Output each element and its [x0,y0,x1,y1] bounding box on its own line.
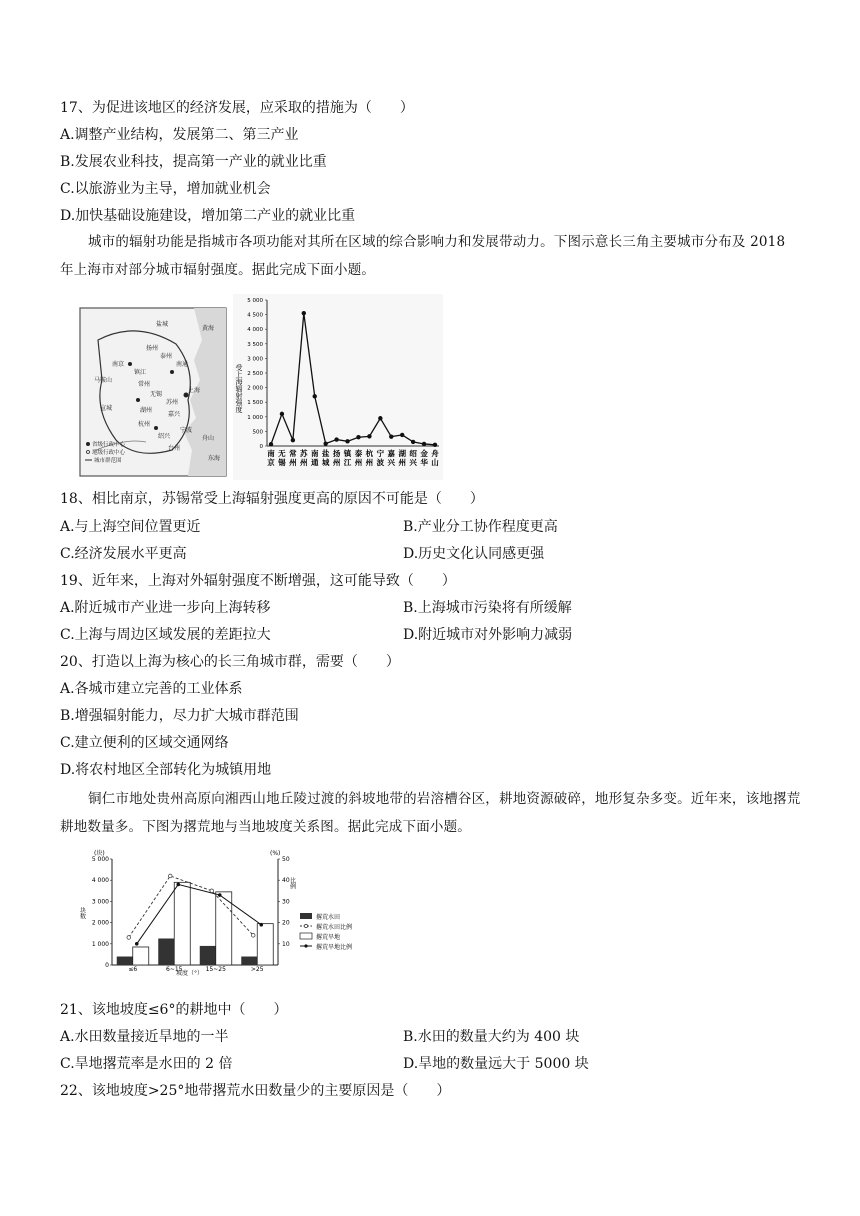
chart1-ytick-label: 4 000 [247,327,263,334]
chart1-ytick-label: 4 500 [247,312,263,319]
chart1-point [367,434,371,438]
map-label: 南通 [176,361,189,368]
chart2-ytick-left: 4 000 [91,877,109,885]
chart2-ytick-left: 1 000 [91,940,109,948]
q17-option-b: B.发展农业科技，提高第一产业的就业比重 [60,154,327,170]
q21-stem: 21、该地坡度≤6°的耕地中（ ） [60,1002,288,1018]
chart1-ytick-label: 1 000 [247,414,263,421]
chart1-point [422,442,426,446]
chart1-xtick-label: 苏 [300,449,308,458]
map-label: 上海 [188,387,201,394]
q20-option-b: B.增强辐射能力，尽力扩大城市群范围 [60,708,299,724]
map-label: 嘉兴 [168,411,181,418]
chart1-ytick-label: 3 000 [247,356,263,363]
chart1-xtick-label: 嘉 [387,449,396,458]
bar-dryland [174,882,190,965]
passage-city-radiation: 城市的辐射功能是指城市各项功能对其所在区域的综合影响力和发展带动力。下图示意长三角主要城市分布及 2018 年上海市对部分城市辐射强度。据此完成下面小题。 [60,234,786,278]
q18-option-b: B.产业分工协作程度更高 [403,519,558,535]
chart2-xtick-label: 15~25 [205,966,226,973]
dryland-ratio-point [176,883,180,887]
chart1-xtick-label: 杭 [365,449,374,458]
chart1-xtick-label: 州 [398,458,406,467]
map-label: 台州 [168,445,181,452]
chart1-point [334,437,338,441]
chart1-xtick-label: 江 [343,458,352,467]
map-label: 东海 [208,455,221,462]
bar-dryland [133,947,149,965]
chart1-point [291,438,295,442]
chart1-xtick-label: 绍 [409,449,417,458]
legend-swatch-dry [300,933,312,939]
q21-option-d: D.旱地的数量远大于 5000 块 [403,1056,589,1072]
chart1-xtick-label: 兴 [387,458,396,467]
chart1-xtick-label: 湖 [398,449,406,458]
chart1-xtick-label: 州 [300,458,308,467]
chart1-point [313,394,317,398]
q18-option-c: C.经济发展水平更高 [60,546,187,562]
abandoned-land-slope-chart [80,847,398,975]
q17-option-c: C.以旅游业为主导，增加就业机会 [60,181,271,197]
chart2-ytick-right: 50 [282,856,290,863]
map-legend-range: 城市群范围 [94,458,122,464]
map-label: 宁波 [180,427,193,434]
chart2-xtick-label: ≤6 [128,966,138,973]
map-legend-prefecture: 地级行政中心 [92,450,126,456]
bar-paddy [200,946,216,965]
q17-option-a: A.调整产业结构，发展第二、第三产业 [60,127,299,143]
chart1-xtick-label: 山 [431,458,439,467]
chart1-xtick-label: 城 [321,458,330,467]
chart1-ytick-label: 5 000 [247,298,263,304]
chart2-xtick-label: >25 [250,966,264,973]
chart1-xtick-label: 州 [289,458,297,467]
chart1-xtick-label: 通 [310,458,319,467]
q18-stem: 18、相比南京，苏锡常受上海辐射强度更高的原因不可能是（ ） [60,491,484,507]
q21-option-a: A.水田数量接近旱地的一半 [60,1029,229,1045]
chart1-xtick-label: 宁 [376,449,385,458]
q22-stem: 22、该地坡度>25°地带撂荒水田数量少的主要原因是（ ） [60,1083,451,1099]
map-label: 南京 [112,361,125,368]
chart2-ytick-left: 0 [105,962,109,969]
chart1-point [323,441,327,445]
dryland-ratio-line [137,884,262,943]
paddy-ratio-point [127,936,131,940]
chart1-ytick-label: 0 [259,444,263,450]
q19-stem: 19、近年来，上海对外辐射强度不断增强，这可能导致（ ） [60,573,456,589]
chart1-ytick-label: 3 500 [247,341,263,348]
chart1-point [400,433,404,437]
map-legend-provincial: 省级行政中心 [92,442,126,448]
chart1-xtick-label: 京 [267,458,275,467]
chart1-point [433,443,437,447]
legend-swatch-paddy [300,913,312,919]
chart2-legend [300,913,352,951]
chart2-ytick-left: 5 000 [91,856,109,863]
map-label: 绍兴 [158,433,171,440]
chart2-xlabel: 坡度（°） [176,970,204,977]
chart1-xtick-label: 金 [420,449,428,458]
chart1-point [411,440,415,444]
map-label: 盐城 [156,321,169,328]
chart1-xtick-label: 镇 [343,449,352,458]
bar-paddy [158,939,174,966]
legend-paddy: 撂荒水田 [316,914,341,921]
paddy-ratio-point [210,889,214,893]
map-label: 舟山 [202,435,215,442]
chart1-ytick-label: 2 000 [247,385,263,392]
q20-option-d: D.将农村地区全部转化为城镇用地 [60,762,272,778]
chart1-point [280,412,284,416]
yangtze-delta-map [76,300,230,478]
chart2-unit-right: (%) [270,850,281,857]
chart2-ylabel-left: 块数 [78,907,86,919]
chart2-xtick-label: 6~15 [166,966,183,973]
map-label: 镇江 [134,369,147,376]
bar-dryland [216,892,232,965]
chart1-xtick-label: 华 [420,458,428,467]
bar-dryland [257,924,273,965]
q17-stem: 17、为促进该地区的经济发展，应采取的措施为（ ） [60,100,414,116]
chart1-xtick-label: 泰 [354,449,363,458]
chart1-xtick-label: 锡 [278,458,286,467]
bar-paddy [241,957,257,965]
chart1-point [389,434,393,438]
chart2-ylabel-right: 比例 [288,877,296,889]
chart1-xtick-label: 波 [376,458,385,467]
q21-option-b: B.水田的数量大约为 400 块 [403,1029,580,1045]
map-label: 马鞍山 [94,377,113,384]
chart1-ytick-label: 500 [252,429,263,436]
legend-dry: 撂荒旱地 [316,934,341,941]
legend-paddy-ratio: 撂荒水田比例 [316,924,353,931]
q17-option-d: D.加快基础设施建设，增加第二产业的就业比重 [60,208,356,224]
chart1-xtick-label: 兴 [409,458,417,467]
q20-stem: 20、打造以上海为核心的长三角城市群，需要（ ） [60,654,400,670]
dryland-ratio-point [259,923,263,927]
chart1-ytick-label: 2 500 [247,371,263,377]
chart1-xtick-label: 扬 [332,449,341,458]
chart1-xtick-label: 南 [267,449,275,458]
paddy-ratio-point [168,874,172,878]
chart1-point [345,439,349,443]
bar-paddy [117,957,133,965]
dryland-ratio-point [135,942,139,946]
chart1-xtick-label: 州 [365,458,374,467]
paddy-ratio-point [251,934,255,938]
chart2-ytick-left: 2 000 [91,919,109,927]
map-label: 杭州 [138,421,151,428]
chart2-unit-left: (块) [94,850,105,857]
chart2-ytick-right: 40 [282,877,290,885]
passage-tongren: 铜仁市地处贵州高原向湘西山地丘陵过渡的斜坡地带的岩溶槽谷区，耕地资源破碎，地形复杂多变。近年来，该地撂荒耕地数量多。下图为撂荒地与当地坡度关系图。据此完成下面小题。 [60,791,801,835]
map-label: 宣城 [100,405,113,412]
q19-option-c: C.上海与周边区域发展的差距拉大 [60,627,271,643]
chart2-ytick-right: 30 [282,898,290,906]
shanghai-radiation-chart [233,294,443,480]
map-label: 扬州 [146,345,159,352]
chart1-xtick-label: 州 [332,458,341,467]
chart1-xtick-label: 舟 [431,449,439,458]
dryland-ratio-point [218,893,222,897]
chart1-point [302,311,306,315]
map-label: 黄海 [202,325,215,332]
q19-option-d: D.附近城市对外影响力减弱 [403,627,573,643]
chart2-ytick-right: 10 [282,940,290,948]
map-label: 湖州 [140,407,153,414]
q20-option-c: C.建立便利的区域交通网络 [60,735,229,751]
legend-dry-ratio: 撂荒旱地比例 [316,944,353,951]
chart1-xtick-label: 盐 [321,449,330,458]
chart1-xtick-label: 州 [354,458,363,467]
map-label: 泰州 [160,353,173,360]
chart1-ylabel: 受上海辐射强度 [235,364,243,413]
chart1-xtick-label: 常 [289,449,297,458]
chart1-xtick-label: 南 [310,449,319,458]
map-label: 苏州 [166,399,179,406]
chart1-point [356,435,360,439]
q20-option-a: A.各城市建立完善的工业体系 [60,681,243,697]
q18-option-d: D.历史文化认同感更强 [403,546,545,562]
chart1-point [378,416,382,420]
chart2-ytick-right: 20 [282,919,290,927]
chart1-xtick-label: 无 [278,449,286,458]
q18-option-a: A.与上海空间位置更近 [60,519,201,535]
chart1-ytick-label: 1 500 [247,400,263,407]
chart1-point [269,442,273,446]
map-label: 无锡 [150,391,163,398]
q21-option-c: C.旱地撂荒率是水田的 2 倍 [60,1056,233,1072]
q19-option-b: B.上海城市污染将有所缓解 [403,600,572,616]
chart2-ytick-left: 3 000 [91,898,109,906]
q19-option-a: A.附近城市产业进一步向上海转移 [60,600,271,616]
map-label: 常州 [138,381,151,388]
